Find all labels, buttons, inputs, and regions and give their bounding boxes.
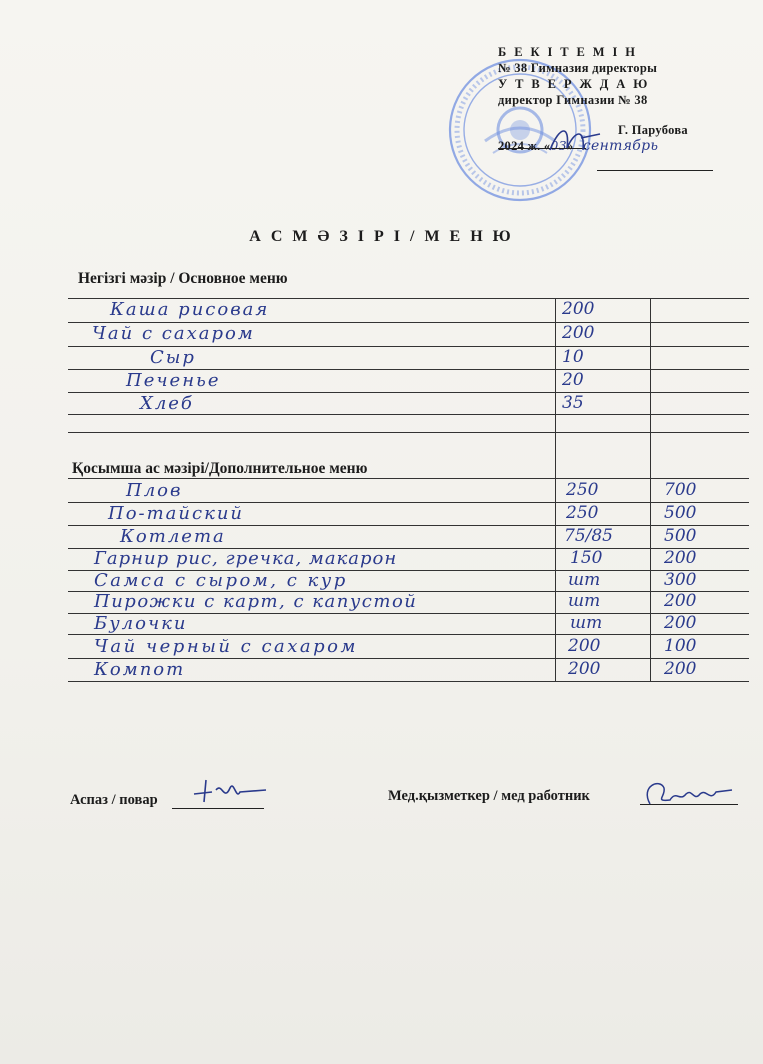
- extra-dish-1: Плов: [126, 480, 183, 501]
- extra-dish-5: Самса с сыром, с кур: [94, 570, 348, 591]
- extra-weight-6: шт: [568, 591, 601, 611]
- medic-label: Мед.қызметкер / мед работник: [388, 788, 590, 804]
- extra-price-8: 100: [664, 636, 697, 656]
- date-day: 03: [550, 138, 567, 153]
- date-underline: [597, 170, 713, 171]
- main-weight-1: 200: [562, 299, 595, 319]
- extra-weight-4: 150: [570, 548, 603, 568]
- table-line: [68, 681, 749, 682]
- extra-dish-8: Чай черный с сахаром: [94, 636, 358, 657]
- page-title: А С М Ә З І Р І / М Е Н Ю: [249, 228, 514, 245]
- table-divider: [555, 298, 556, 681]
- extra-dish-9: Компот: [94, 659, 186, 680]
- extra-weight-7: шт: [570, 613, 603, 633]
- extra-price-6: 200: [664, 591, 697, 611]
- main-dish-5: Хлеб: [140, 393, 194, 414]
- main-weight-5: 35: [562, 393, 584, 413]
- extra-price-2: 500: [664, 503, 697, 523]
- cook-signature-line: [172, 808, 264, 809]
- approval-date: 2024 ж. «03» сентябрь: [498, 138, 659, 154]
- date-month: сентябрь: [582, 138, 659, 154]
- approval-line-kz: Б Е К І Т Е М І Н: [498, 45, 638, 59]
- extra-menu-heading: Қосымша ас мәзірі/Дополнительное меню: [72, 460, 371, 478]
- extra-price-9: 200: [664, 659, 697, 679]
- main-dish-2: Чай с сахаром: [92, 323, 255, 344]
- director-signature-icon: [545, 120, 605, 160]
- extra-weight-5: шт: [568, 570, 601, 590]
- extra-price-1: 700: [664, 480, 697, 500]
- approval-director-ru: директор Гимназии № 38: [498, 93, 648, 107]
- extra-weight-1: 250: [566, 480, 599, 500]
- main-weight-2: 200: [562, 323, 595, 343]
- extra-dish-4: Гарнир рис, гречка, макарон: [94, 548, 398, 569]
- table-line: [68, 478, 749, 479]
- extra-weight-9: 200: [568, 659, 601, 679]
- main-dish-4: Печенье: [126, 370, 221, 391]
- table-line: [68, 432, 749, 433]
- extra-price-3: 500: [664, 526, 697, 546]
- table-line: [68, 634, 749, 635]
- cook-label: Аспаз / повар: [70, 792, 158, 808]
- table-divider: [650, 298, 651, 681]
- main-weight-4: 20: [562, 370, 584, 390]
- extra-price-5: 300: [664, 570, 697, 590]
- main-dish-3: Сыр: [150, 347, 196, 368]
- extra-dish-6: Пирожки с карт, с капустой: [94, 591, 418, 612]
- main-menu-heading: Негізгі мәзір / Основное меню: [78, 270, 288, 287]
- approval-line-ru: У Т В Е Р Ж Д А Ю: [498, 77, 650, 91]
- main-dish-1: Каша рисовая: [110, 299, 270, 320]
- main-weight-3: 10: [562, 347, 584, 367]
- table-line: [68, 414, 749, 415]
- extra-price-4: 200: [664, 548, 697, 568]
- cook-signature-icon: [190, 772, 270, 808]
- director-name: Г. Парубова: [618, 123, 688, 137]
- extra-weight-8: 200: [568, 636, 601, 656]
- extra-price-7: 200: [664, 613, 697, 633]
- extra-weight-2: 250: [566, 503, 599, 523]
- approval-director-kz: № 38 Гимназия директоры: [498, 61, 658, 75]
- extra-dish-7: Булочки: [94, 613, 188, 634]
- extra-dish-3: Котлета: [120, 526, 226, 547]
- extra-weight-3: 75/85: [564, 526, 613, 546]
- extra-dish-2: По-тайский: [108, 503, 245, 524]
- medic-signature-icon: [640, 776, 736, 812]
